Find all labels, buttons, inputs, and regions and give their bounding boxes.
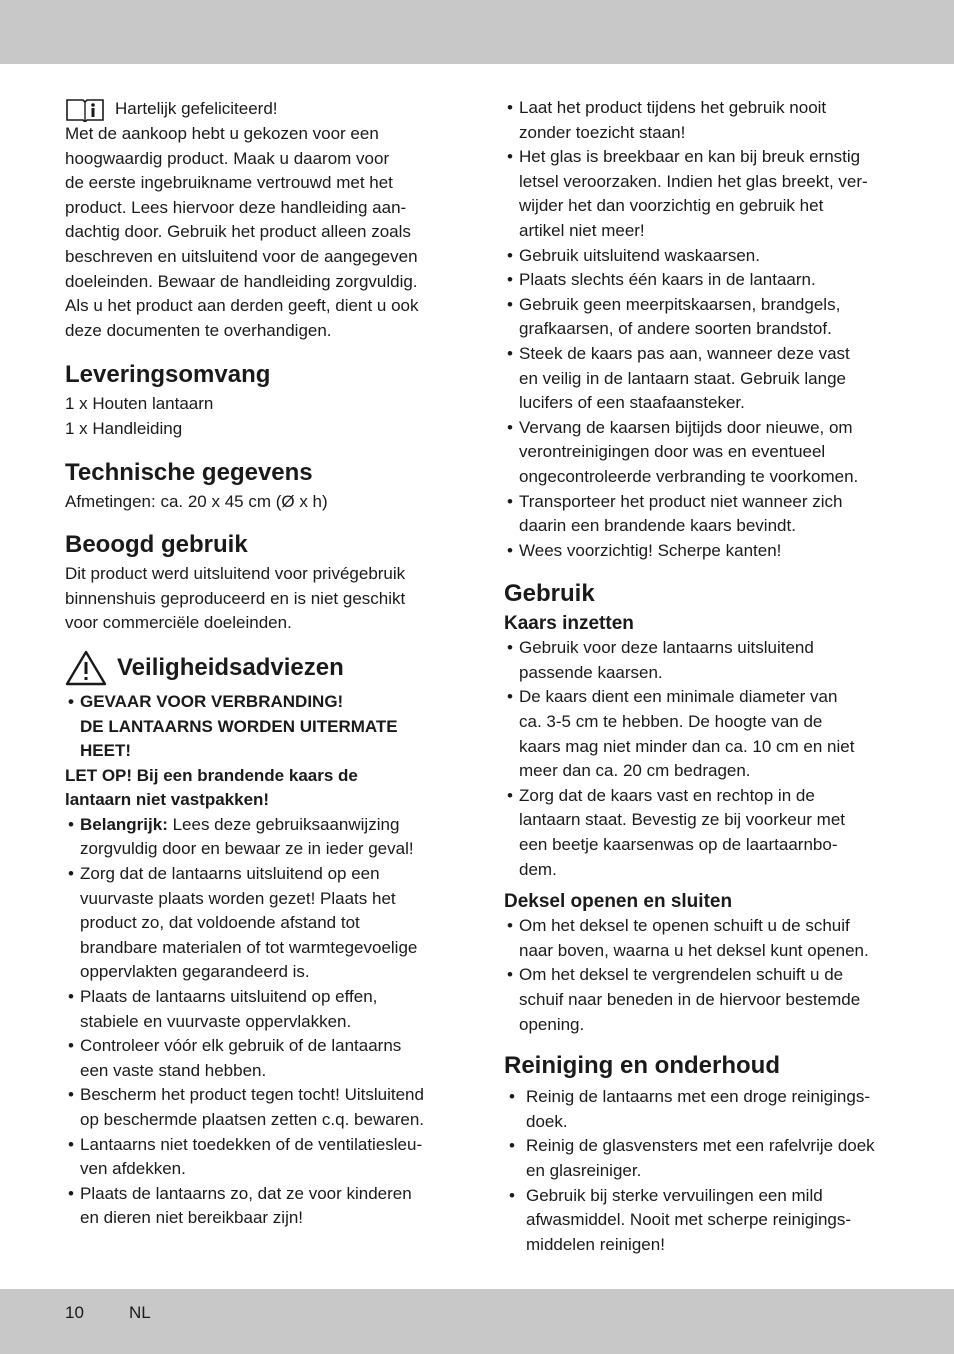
veiligheid-heading-row	[65, 650, 450, 686]
list-item: • Plaats slechts één kaars in de lantaarn.	[504, 268, 894, 293]
section-title-gebruik: Gebruik	[504, 580, 595, 608]
caution-text: LET OP! Bij een brandende kaars de lantaarn niet vastpakken!	[65, 765, 358, 810]
list-item: • Vervang de kaarsen bijtijds door nieuwe, om verontreinigingen door was en eventueel ongecontroleerde verbranding te voorkomen.	[504, 416, 894, 490]
list-item: • De kaars dient een minimale diameter van ca. 3-5 cm te hebben. De hoogte van de kaars mag niet minder dan ca. 10 cm en niet meer dan ca. 20 cm bedragen.	[504, 685, 894, 783]
safety-list-right	[504, 96, 894, 563]
subsection-title-deksel: Deksel openen en sluiten	[504, 891, 733, 913]
list-item: • Gebruik uitsluitend waskaarsen.	[504, 244, 894, 269]
list-item: • Controleer vóór elk gebruik of de lantaarns een vaste stand hebben.	[65, 1034, 450, 1083]
list-item: • Om het deksel te openen schuift u de schuif naar boven, waarna u het deksel kunt openen.	[504, 914, 894, 963]
list-item: • Lantaarns niet toedekken of de ventilatiesleu- ven afdekken.	[65, 1133, 450, 1182]
list-item: • Reinig de lantaarns met een droge reinigings- doek.	[504, 1085, 894, 1134]
intro-heading-row	[65, 96, 450, 122]
list-item: • Belangrijk: Lees deze gebruiksaanwijzing zorgvuldig door en bewaar ze in ieder geval!	[65, 813, 450, 862]
section-title-beoogd-gebruik: Beoogd gebruik	[65, 531, 248, 559]
list-item: • Gebruik bij sterke vervuilingen een mild afwasmiddel. Nooit met scherpe reinigings- middelen reinigen!	[504, 1184, 894, 1258]
intro-text: Met de aankoop hebt u gekozen voor een hoogwaardig product. Maak u daarom voor de eerste ingebruikname vertrouwd met het product. Lees hiervoor deze handleiding aan- dachtig door. Gebruik het product alleen zoals beschreven en uitsluitend voor de aangegeven doeleinden. Bewaar de handleiding zorgvuldig. Als u het product aan derden geeft, dient u ook deze documenten te overhandigen.	[65, 124, 419, 340]
list-item: • Reinig de glasvensters met een rafelvrije doek en glasreiniger.	[504, 1134, 894, 1183]
list-item: • Plaats de lantaarns zo, dat ze voor kinderen en dieren niet bereikbaar zijn!	[65, 1182, 450, 1231]
safety-list-left	[65, 813, 450, 1231]
list-item: • Wees voorzichtig! Scherpe kanten!	[504, 539, 894, 564]
list-item: • Bescherm het product tegen tocht! Uitsluitend op beschermde plaatsen zetten c.q. bewaren.	[65, 1083, 450, 1132]
deksel-list	[504, 914, 894, 1037]
technische-gegevens-text: Afmetingen: ca. 20 x 45 cm (Ø x h)	[65, 491, 328, 511]
kaars-list	[504, 636, 894, 882]
list-item: • Om het deksel te vergrendelen schuift u de schuif naar beneden in de hiervoor bestemde opening.	[504, 963, 894, 1037]
list-item: • Plaats de lantaarns uitsluitend op effen, stabiele en vuurvaste oppervlakken.	[65, 985, 450, 1034]
page-number: 10	[65, 1303, 84, 1322]
list-item: • Laat het product tijdens het gebruik nooit zonder toezicht staan!	[504, 96, 894, 145]
info-book-icon	[65, 96, 105, 122]
list-item: • Steek de kaars pas aan, wanneer deze vast en veilig in de lantaarn staat. Gebruik lange lucifers of een staafaansteker.	[504, 342, 894, 416]
section-title-veiligheidsadviezen: Veiligheidsadviezen	[117, 653, 344, 681]
section-title-leveringsomvang: Leveringsomvang	[65, 361, 271, 389]
section-title-technische-gegevens: Technische gegevens	[65, 458, 313, 486]
left-column	[65, 96, 450, 1231]
beoogd-gebruik-text: Dit product werd uitsluitend voor privégebruik binnenshuis geproduceerd en is niet geschikt voor commerciële doeleinden.	[65, 564, 406, 633]
right-column	[504, 96, 894, 1257]
list-item: • Gebruik voor deze lantaarns uitsluitend passende kaarsen.	[504, 636, 894, 685]
danger-item: • GEVAAR VOOR VERBRANDING! DE LANTAARNS WORDEN UITERMATE HEET!	[65, 690, 450, 764]
warning-triangle-icon	[65, 650, 107, 686]
list-item: • Zorg dat de kaars vast en rechtop in de lantaarn staat. Bevestig ze bij voorkeur met een beetje kaarsenwas op de laartaarnbo- dem.	[504, 784, 894, 882]
subsection-title-kaars-inzetten: Kaars inzetten	[504, 613, 634, 635]
list-item: • Gebruik geen meerpitskaarsen, brandgels, grafkaarsen, of andere soorten brandstof.	[504, 293, 894, 342]
language-code: NL	[129, 1303, 151, 1322]
reiniging-list	[504, 1085, 894, 1257]
list-item: • Het glas is breekbaar en kan bij breuk ernstig letsel veroorzaken. Indien het glas breekt, ver- wijder het dan voorzichtig en gebruik het artikel niet meer!	[504, 145, 894, 243]
top-bar	[0, 0, 954, 64]
danger-list	[65, 690, 450, 764]
leveringsomvang-text: 1 x Houten lantaarn 1 x Handleiding	[65, 394, 214, 438]
list-item: • Zorg dat de lantaarns uitsluitend op een vuurvaste plaats worden gezet! Plaats het product zo, dat voldoende afstand tot brandbare materialen of tot warmtegevoelige oppervlakten gegarandeerd is.	[65, 862, 450, 985]
intro-heading: Hartelijk gefeliciteerd!	[115, 99, 278, 119]
section-title-reiniging: Reiniging en onderhoud	[504, 1052, 780, 1080]
list-item: • Transporteer het product niet wanneer zich daarin een brandende kaars bevindt.	[504, 490, 894, 539]
